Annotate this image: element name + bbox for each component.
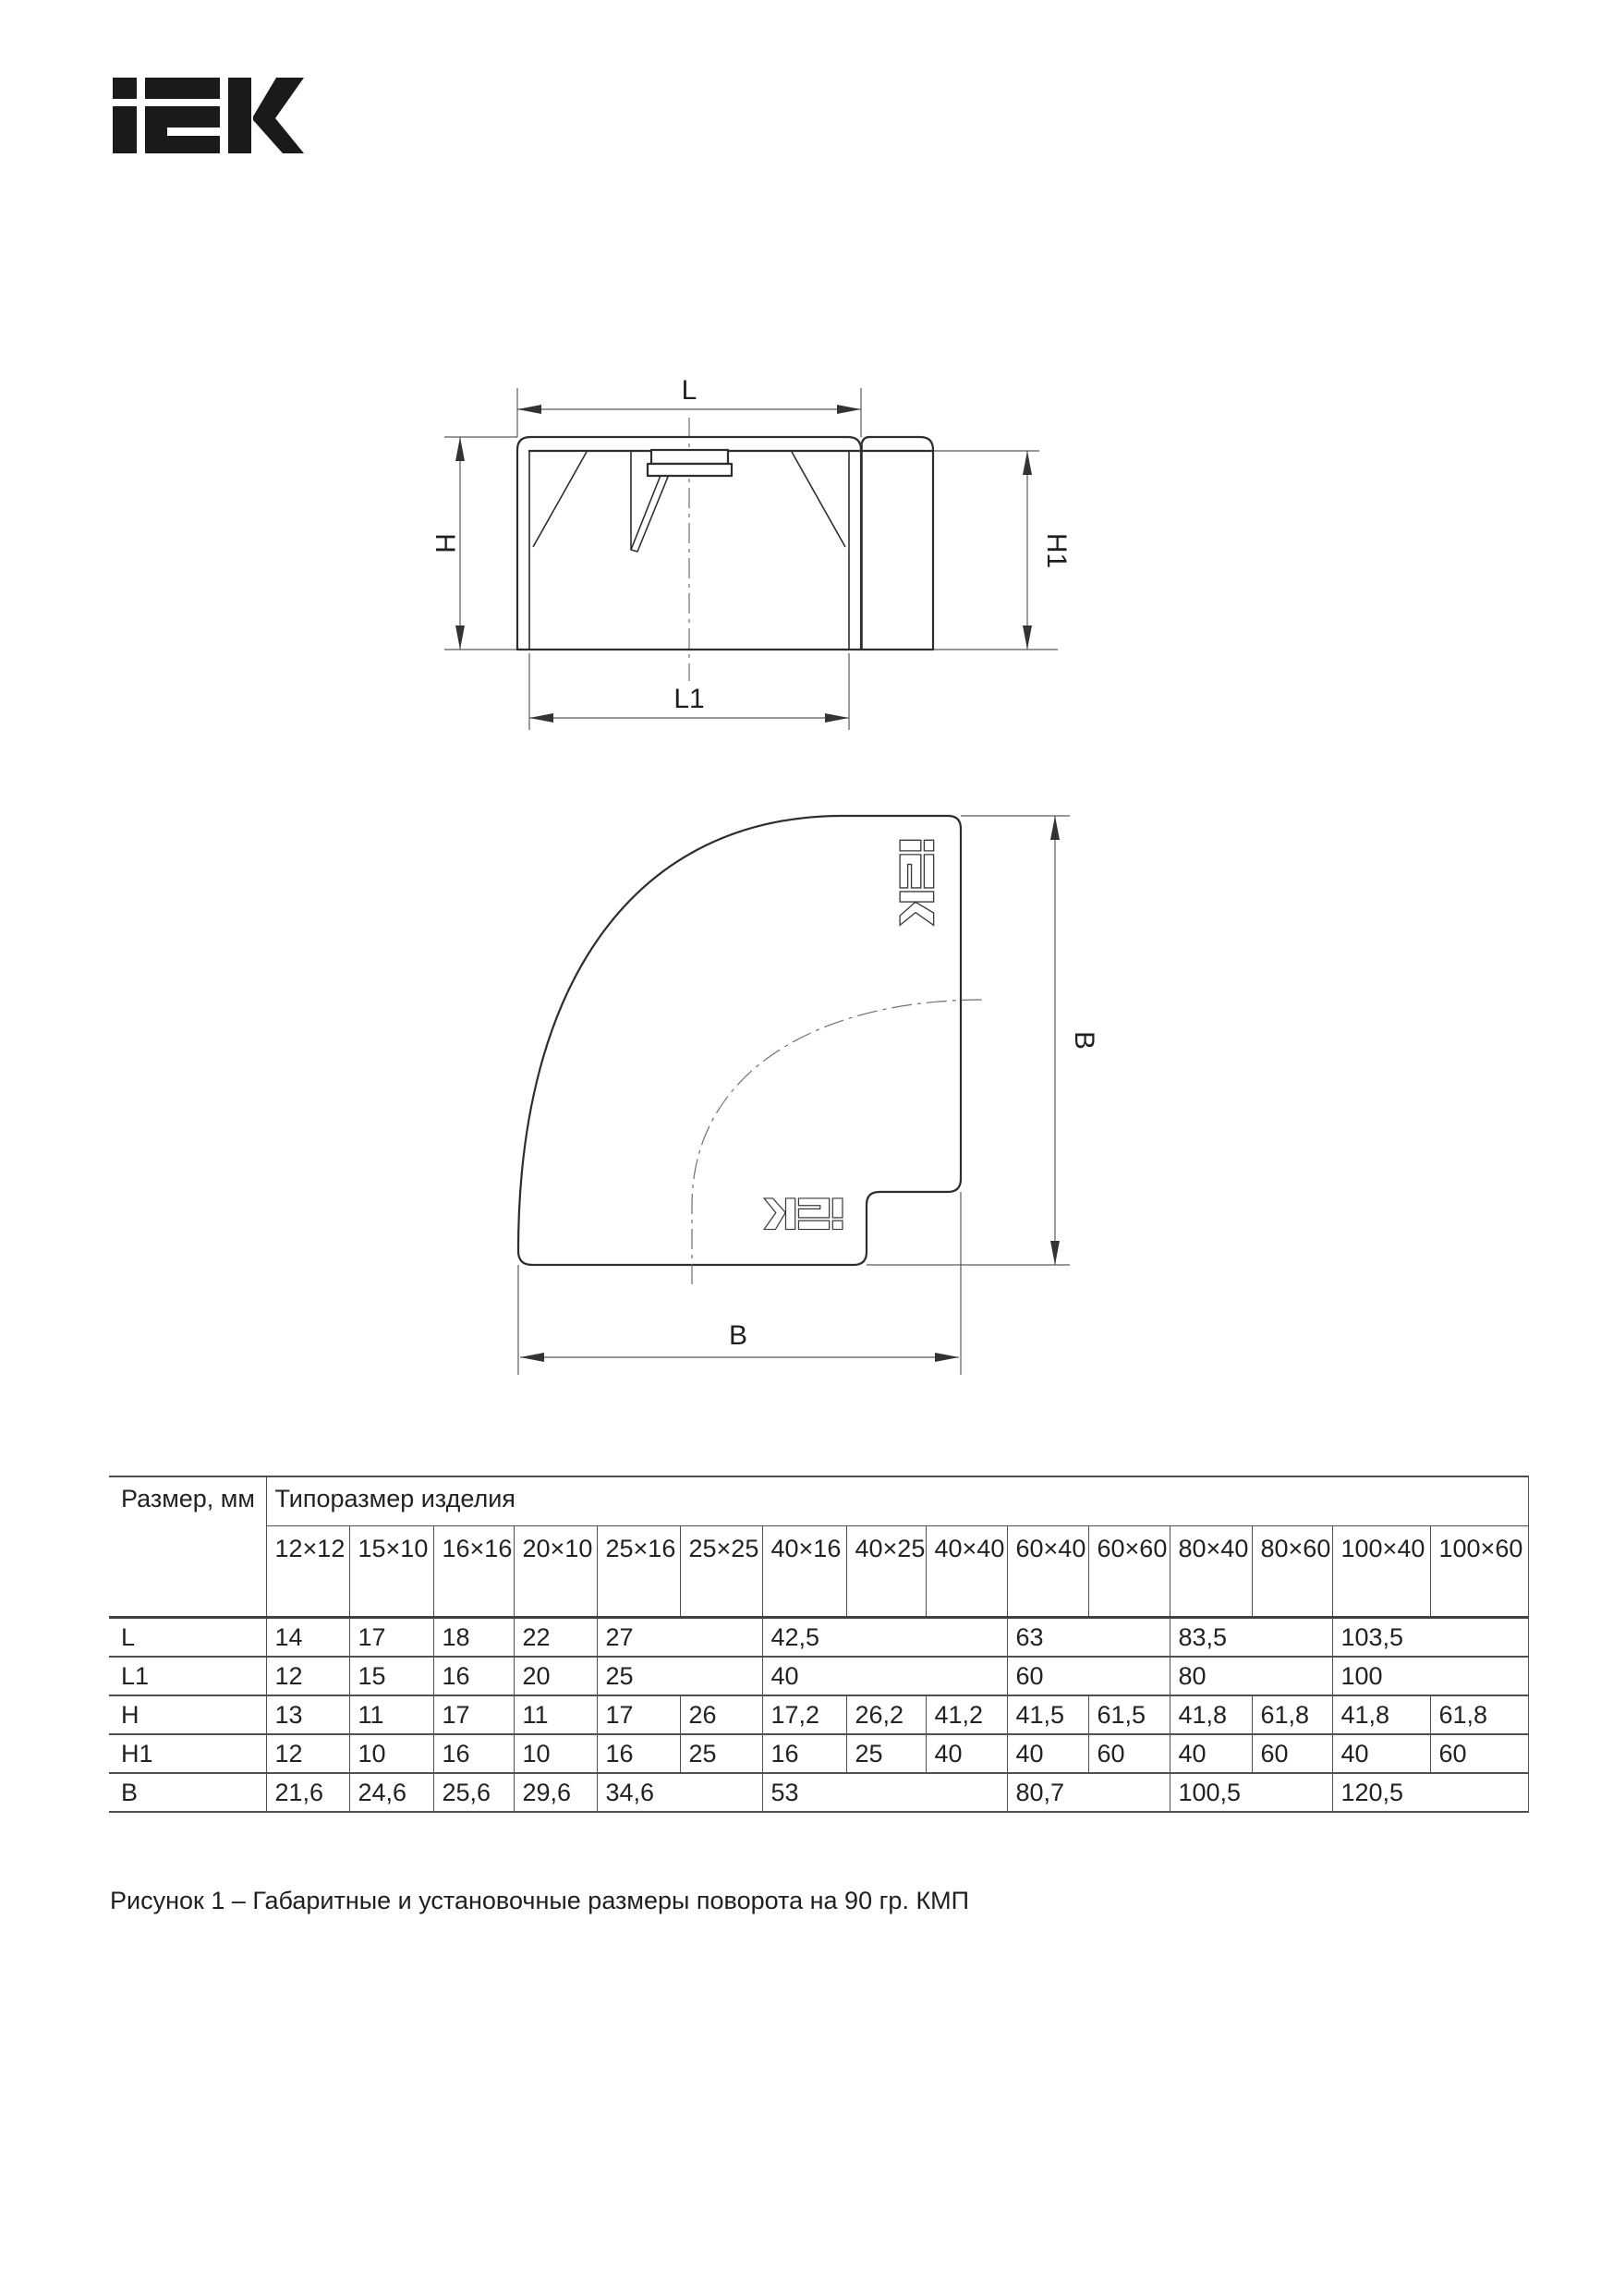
dimension-value-cell: 120,5 <box>1332 1773 1528 1812</box>
dimension-value-cell: 34,6 <box>597 1773 762 1812</box>
dimension-value-cell: 18 <box>433 1618 514 1658</box>
dimension-value-cell: 24,6 <box>349 1773 433 1812</box>
dimension-value-cell: 25 <box>597 1657 762 1695</box>
size-column-header: 60×40 <box>1007 1526 1088 1618</box>
dimension-value-cell: 80,7 <box>1007 1773 1170 1812</box>
table-group-header: Типоразмер изделия <box>266 1476 1528 1526</box>
dimension-value-cell: 25 <box>680 1734 762 1773</box>
size-column-header: 15×10 <box>349 1526 433 1618</box>
dimensions-table <box>109 1476 1529 1813</box>
dimension-value-cell: 17 <box>597 1695 680 1734</box>
size-column-header: 60×60 <box>1088 1526 1170 1618</box>
size-column-header: 25×25 <box>680 1526 762 1618</box>
size-column-header: 80×40 <box>1170 1526 1252 1618</box>
size-column-header: 16×16 <box>433 1526 514 1618</box>
row-label: L1 <box>109 1657 266 1695</box>
dimension-value-cell: 22 <box>514 1618 597 1658</box>
dimension-value-cell: 60 <box>1088 1734 1170 1773</box>
dim-label-L: L <box>681 375 697 406</box>
dimension-value-cell: 20 <box>514 1657 597 1695</box>
dimension-value-cell: 25 <box>846 1734 926 1773</box>
dimension-value-cell: 16 <box>597 1734 680 1773</box>
dimension-value-cell: 17 <box>349 1618 433 1658</box>
dimension-value-cell: 17 <box>433 1695 514 1734</box>
size-column-header: 100×60 <box>1430 1526 1528 1618</box>
dimension-value-cell: 40 <box>926 1734 1007 1773</box>
size-column-header: 25×16 <box>597 1526 680 1618</box>
size-column-header: 80×60 <box>1252 1526 1332 1618</box>
dimension-value-cell: 16 <box>762 1734 846 1773</box>
dimension-value-cell: 27 <box>597 1618 762 1658</box>
dimension-value-cell: 26 <box>680 1695 762 1734</box>
dimension-value-cell: 12 <box>266 1734 349 1773</box>
dimension-value-cell: 40 <box>1170 1734 1252 1773</box>
dimension-value-cell: 15 <box>349 1657 433 1695</box>
dimension-value-cell: 41,2 <box>926 1695 1007 1734</box>
table-corner-header: Размер, мм <box>109 1476 266 1618</box>
dimension-value-cell: 63 <box>1007 1618 1170 1658</box>
dimension-value-cell: 11 <box>349 1695 433 1734</box>
dimension-value-cell: 41,8 <box>1170 1695 1252 1734</box>
elbow-view-drawing <box>518 816 1099 1375</box>
dim-label-B-bottom: B <box>728 1320 748 1351</box>
dim-label-H1: H1 <box>1041 532 1072 569</box>
dimension-value-cell: 61,5 <box>1088 1695 1170 1734</box>
row-label: L <box>109 1618 266 1658</box>
dimension-value-cell: 40 <box>1007 1734 1088 1773</box>
dimension-value-cell: 10 <box>514 1734 597 1773</box>
dimension-value-cell: 103,5 <box>1332 1618 1528 1658</box>
size-column-header: 20×10 <box>514 1526 597 1618</box>
dimension-value-cell: 11 <box>514 1695 597 1734</box>
dimension-value-cell: 100 <box>1332 1657 1528 1695</box>
dimension-value-cell: 16 <box>433 1657 514 1695</box>
dimension-value-cell: 61,8 <box>1252 1695 1332 1734</box>
dimension-value-cell: 12 <box>266 1657 349 1695</box>
dimension-value-cell: 40 <box>762 1657 1007 1695</box>
front-view-drawing <box>430 375 1072 730</box>
size-column-header: 40×40 <box>926 1526 1007 1618</box>
dimension-value-cell: 17,2 <box>762 1695 846 1734</box>
dimension-value-cell: 16 <box>433 1734 514 1773</box>
dimension-value-cell: 13 <box>266 1695 349 1734</box>
dimension-value-cell: 60 <box>1430 1734 1528 1773</box>
dimension-value-cell: 41,8 <box>1332 1695 1430 1734</box>
dimension-value-cell: 14 <box>266 1618 349 1658</box>
dimension-value-cell: 26,2 <box>846 1695 926 1734</box>
dimension-value-cell: 42,5 <box>762 1618 1007 1658</box>
figure-caption: Рисунок 1 – Габаритные и установочные размеры поворота на 90 гр. КМП <box>110 1887 970 1914</box>
dimension-value-cell: 60 <box>1252 1734 1332 1773</box>
dimension-value-cell: 80 <box>1170 1657 1332 1695</box>
iek-logo <box>113 78 304 153</box>
dimension-value-cell: 29,6 <box>514 1773 597 1812</box>
size-column-header: 40×16 <box>762 1526 846 1618</box>
dimension-value-cell: 60 <box>1007 1657 1170 1695</box>
dimension-value-cell: 25,6 <box>433 1773 514 1812</box>
dimension-value-cell: 61,8 <box>1430 1695 1528 1734</box>
row-label: B <box>109 1773 266 1812</box>
size-column-header: 12×12 <box>266 1526 349 1618</box>
size-column-header: 100×40 <box>1332 1526 1430 1618</box>
dimension-value-cell: 21,6 <box>266 1773 349 1812</box>
row-label: H <box>109 1695 266 1734</box>
dimension-value-cell: 53 <box>762 1773 1007 1812</box>
dim-label-B-right: B <box>1069 1030 1099 1051</box>
dim-label-L1: L1 <box>673 684 705 714</box>
dim-label-H: H <box>430 533 460 553</box>
dimension-value-cell: 83,5 <box>1170 1618 1332 1658</box>
dimension-value-cell: 100,5 <box>1170 1773 1332 1812</box>
dimension-value-cell: 41,5 <box>1007 1695 1088 1734</box>
row-label: H1 <box>109 1734 266 1773</box>
dimension-value-cell: 10 <box>349 1734 433 1773</box>
size-column-header: 40×25 <box>846 1526 926 1618</box>
dimension-value-cell: 40 <box>1332 1734 1430 1773</box>
